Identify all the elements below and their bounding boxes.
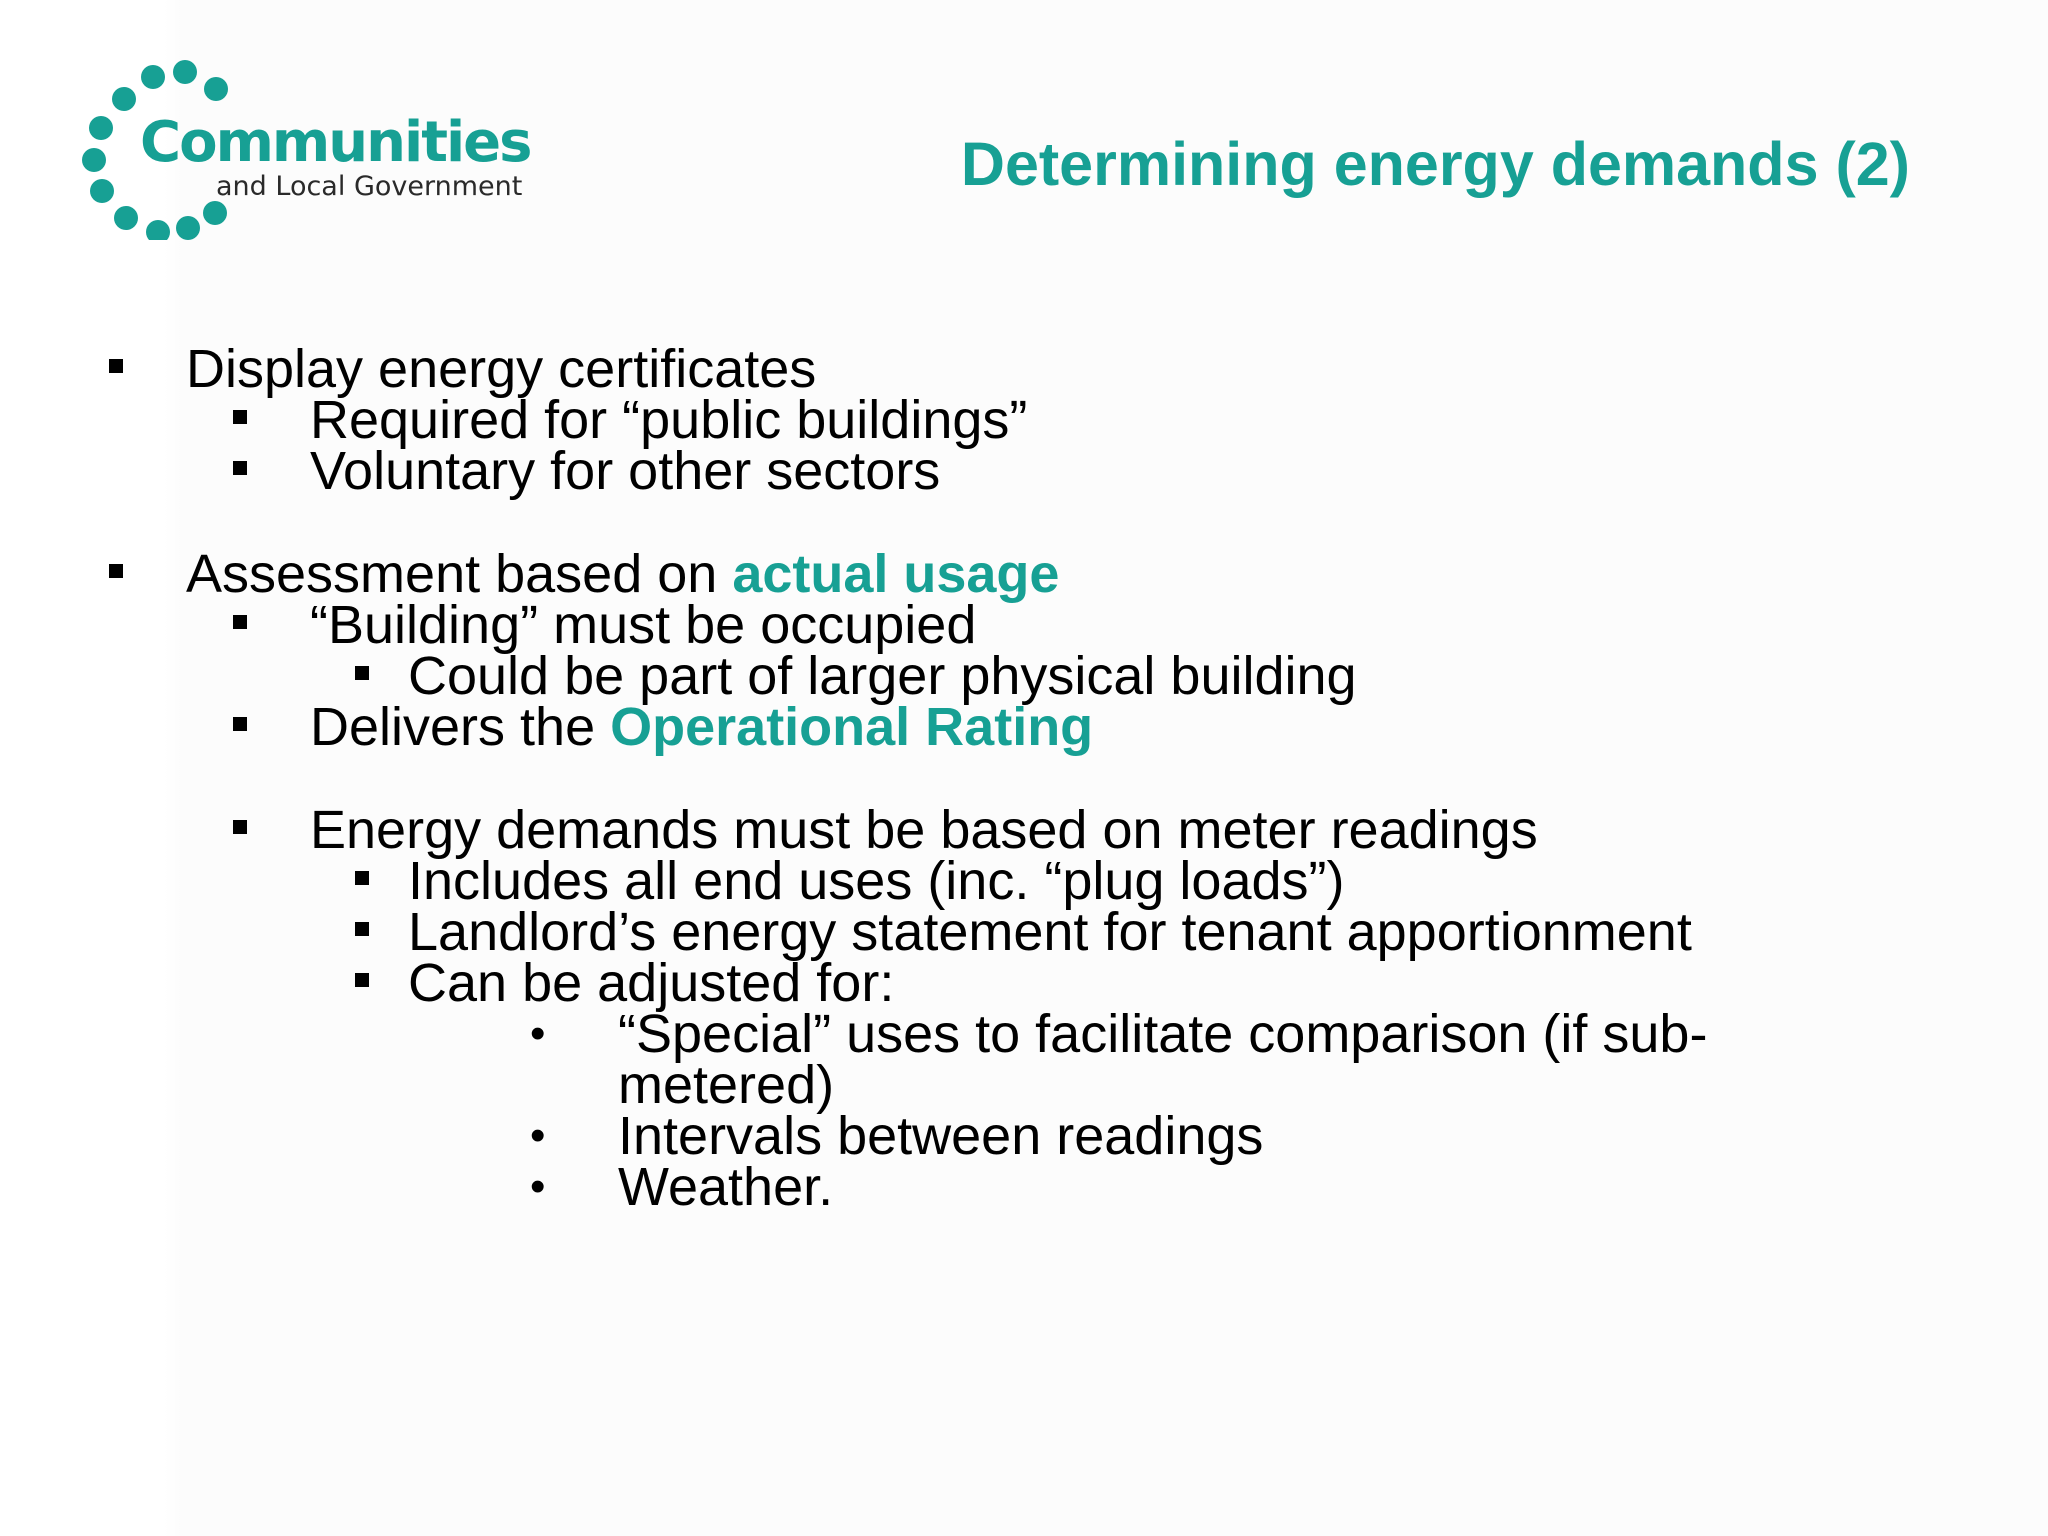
sub-sub-item-adjusted-for: Can be adjusted for: bbox=[408, 953, 895, 1013]
square-bullet-icon bbox=[109, 359, 123, 373]
sub-sub-item-end-uses: Includes all end uses (inc. “plug loads”) bbox=[408, 851, 1345, 911]
adjust-item-special-uses: “Special” uses to facilitate comparison (if sub- bbox=[618, 1004, 1708, 1064]
sub-item-operational-rating bbox=[310, 697, 1094, 757]
sub-item-voluntary-other-sectors: Voluntary for other sectors bbox=[310, 441, 941, 501]
sub-sub-item-larger-building: Could be part of larger physical building bbox=[408, 646, 1357, 706]
actual-usage-highlight: actual usage bbox=[732, 544, 1060, 604]
round-bullet-icon: • bbox=[530, 1162, 546, 1211]
square-bullet-icon bbox=[233, 717, 247, 731]
operational-rating-highlight: Operational Rating bbox=[610, 697, 1094, 757]
square-bullet-icon bbox=[109, 564, 123, 578]
square-bullet-icon bbox=[233, 615, 247, 629]
square-bullet-icon bbox=[233, 461, 247, 475]
square-bullet-icon bbox=[355, 666, 369, 680]
logo-subtitle: and Local Government bbox=[216, 171, 523, 202]
square-bullet-icon bbox=[233, 410, 247, 424]
square-bullet-icon bbox=[355, 922, 369, 936]
sub-item-building-occupied: “Building” must be occupied bbox=[310, 595, 977, 655]
square-bullet-icon bbox=[233, 820, 247, 834]
assessment-text: Assessment based on bbox=[186, 544, 733, 604]
sub-sub-item-landlord-statement: Landlord’s energy statement for tenant apportionment bbox=[408, 902, 1692, 962]
sub-item-required-public-buildings: Required for “public buildings” bbox=[310, 390, 1028, 450]
adjust-item-weather: Weather. bbox=[618, 1157, 834, 1217]
bullet-item-assessment-actual-usage bbox=[186, 544, 1060, 604]
round-bullet-icon: • bbox=[530, 1009, 546, 1058]
adjust-item-special-uses-cont: metered) bbox=[618, 1055, 835, 1115]
round-bullet-icon: • bbox=[530, 1111, 546, 1160]
sub-item-meter-readings: Energy demands must be based on meter readings bbox=[310, 800, 1538, 860]
delivers-text: Delivers the bbox=[310, 697, 611, 757]
square-bullet-icon bbox=[355, 973, 369, 987]
slide-title: Determining energy demands (2) bbox=[960, 130, 1910, 198]
adjust-item-intervals: Intervals between readings bbox=[618, 1106, 1264, 1166]
bullet-item-display-energy-certificates: Display energy certificates bbox=[186, 339, 817, 399]
square-bullet-icon bbox=[355, 871, 369, 885]
logo-wordmark: Communities bbox=[140, 110, 531, 175]
